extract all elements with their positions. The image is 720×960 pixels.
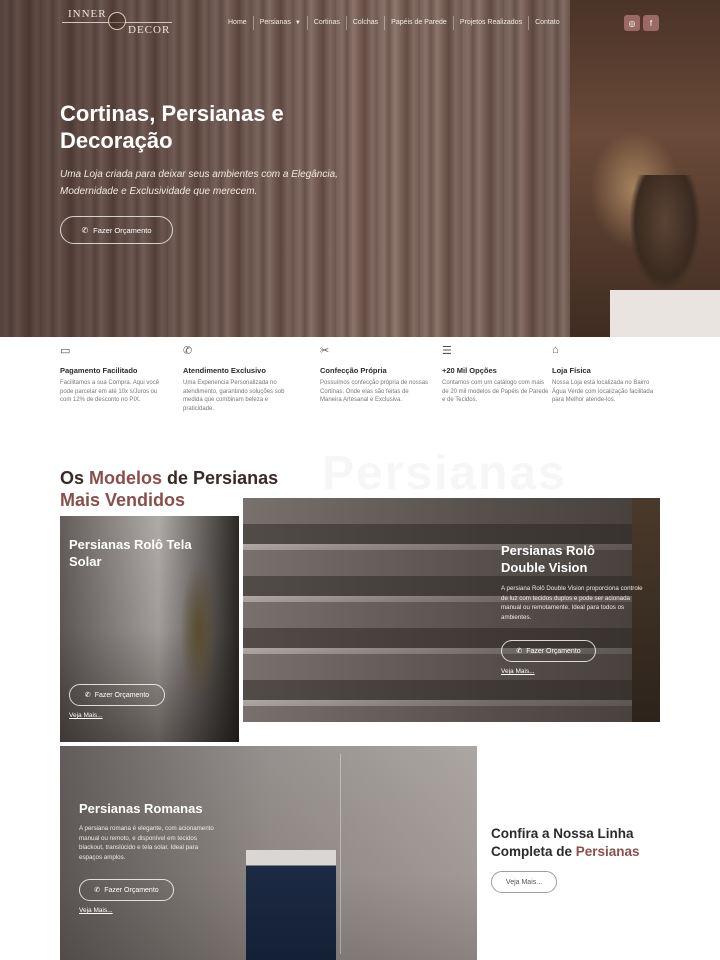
card-quote-button[interactable] [69,684,165,706]
hero-title: Cortinas, Persianas e Decoração [60,101,284,153]
card-see-more-link[interactable]: Veja Mais... [69,712,103,719]
section-watermark [322,446,567,501]
feature-text: Nossa Loja está localizada no Bairro Água Verde com localização facilitada para Melhor atende-los. [552,380,654,403]
instagram-icon[interactable]: ◎ [624,15,640,31]
logo-emblem-icon [108,12,126,30]
feature-pagamento [60,344,170,405]
nav-item-cortinas[interactable]: Cortinas [307,16,346,30]
hero-subtitle: Uma Loja criada para deixar seus ambientes com a Elegância, Modernidade e Exclusividade que merecem. [60,169,338,197]
feature-atendimento [183,344,293,413]
card-see-more-link[interactable]: Veja Mais... [79,907,113,914]
nav-item-persianas[interactable] [253,16,307,30]
whatsapp-icon: ✆ [516,648,523,655]
wall-panel-line [340,754,341,954]
scissors-icon: ✂ [320,345,330,357]
nav-item-colchas[interactable]: Colchas [346,16,384,30]
features-section [60,344,680,434]
feature-title: Pagamento Facilitado [60,366,138,375]
card-quote-button[interactable] [501,640,596,662]
models-title-part: de Persianas [162,468,279,488]
feature-title: Confecção Própria [320,366,387,375]
card-description: A persiana Rolô Double Vision proporciona controle de luz com tecidos duplos e pode ser acionada manual ou remotamente. Ideal para todos os ambientes. [501,585,643,621]
card-description: A persiana romana é elegante, com acionamento manual ou remoto, e disponível em tecidos blackout, translúcido e tela solar. Ideal para espaços amplos. [79,825,214,861]
card-quote-button-label: Fazer Orçamento [526,647,581,655]
product-card-rolo-double-vision [243,498,660,722]
full-line-title-accent: Persianas [575,844,640,859]
chevron-down-icon: ▼ [294,20,301,26]
list-icon: ☰ [442,345,452,357]
phone-icon: ✆ [183,345,193,357]
feature-opcoes [442,344,552,405]
card-quote-button-label: Fazer Orçamento [104,886,159,894]
facebook-icon[interactable]: f [643,15,659,31]
card-quote-button-label: Fazer Orçamento [94,691,150,699]
whatsapp-icon: ✆ [94,887,101,894]
full-line-title-text: Confira a Nossa Linha Completa de [491,826,634,859]
product-card-rolo-tela-solar [60,516,239,742]
card-title: Persianas Rolô Double Vision [501,543,595,575]
models-title-part: Os [60,468,90,488]
whatsapp-icon: ✆ [84,692,91,699]
feature-loja [552,344,662,405]
hero-quote-button-label: Fazer Orçamento [93,225,152,235]
feature-confeccao [320,344,430,405]
nav-item-contato[interactable]: Contato [528,16,566,30]
logo-text-bottom: DECOR [128,24,171,36]
card-see-more-link[interactable]: Veja Mais... [501,668,535,675]
nav-item-home[interactable]: Home [228,19,247,26]
brand-logo[interactable] [62,8,172,38]
full-line-title [491,825,671,861]
feature-text: Facilitamos a sua Compra. Aqui você pode parcelar em até 10x s/Juros ou com 12% de desconto no PIX. [60,380,160,403]
hero-quote-button[interactable] [60,216,173,244]
nav-item-papeis-de-parede[interactable]: Papéis de Parede [384,16,453,30]
hero-side-table [610,290,720,337]
hero-plant-image [630,175,700,290]
store-icon: ⌂ [552,344,559,356]
card-title: Persianas Romanas [79,801,203,816]
plant-image [179,556,219,706]
feature-title: +20 Mil Opções [442,366,497,375]
feature-title: Atendimento Exclusivo [183,366,266,375]
models-title-accent: Mais Vendidos [60,490,186,510]
whatsapp-icon: ✆ [81,225,89,235]
feature-text: Contamos com um catálogo com mais de 20 mil modelos de Papéis de Parede e de Tecidos. [442,380,549,403]
nav-item-projetos-realizados[interactable]: Projetos Realizados [453,16,528,30]
models-title-accent: Modelos [89,468,163,488]
feature-text: Possuímos confecção própria de nossas Cortinas. Onde elas são feitas de Maneira Artesanal e Exclusiva. [320,380,429,403]
feature-text: Uma Experiencia Personalizada no atendimento, garantindo soluções sob medida que combinam beleza e praticidade. [183,380,285,412]
main-nav [222,15,566,31]
product-card-romanas [60,746,477,960]
card-title: Persianas Rolô Tela Solar [69,537,192,569]
window-image [246,850,336,960]
card-quote-button[interactable] [79,879,174,901]
nav-item-persianas-label: Persianas [259,19,291,26]
feature-title: Loja Física [552,366,591,375]
full-line-see-more-button[interactable]: Veja Mais... [491,871,557,893]
logo-text-top: INNER [68,8,107,20]
hero-section [0,0,720,337]
credit-card-icon: ▭ [60,345,71,357]
